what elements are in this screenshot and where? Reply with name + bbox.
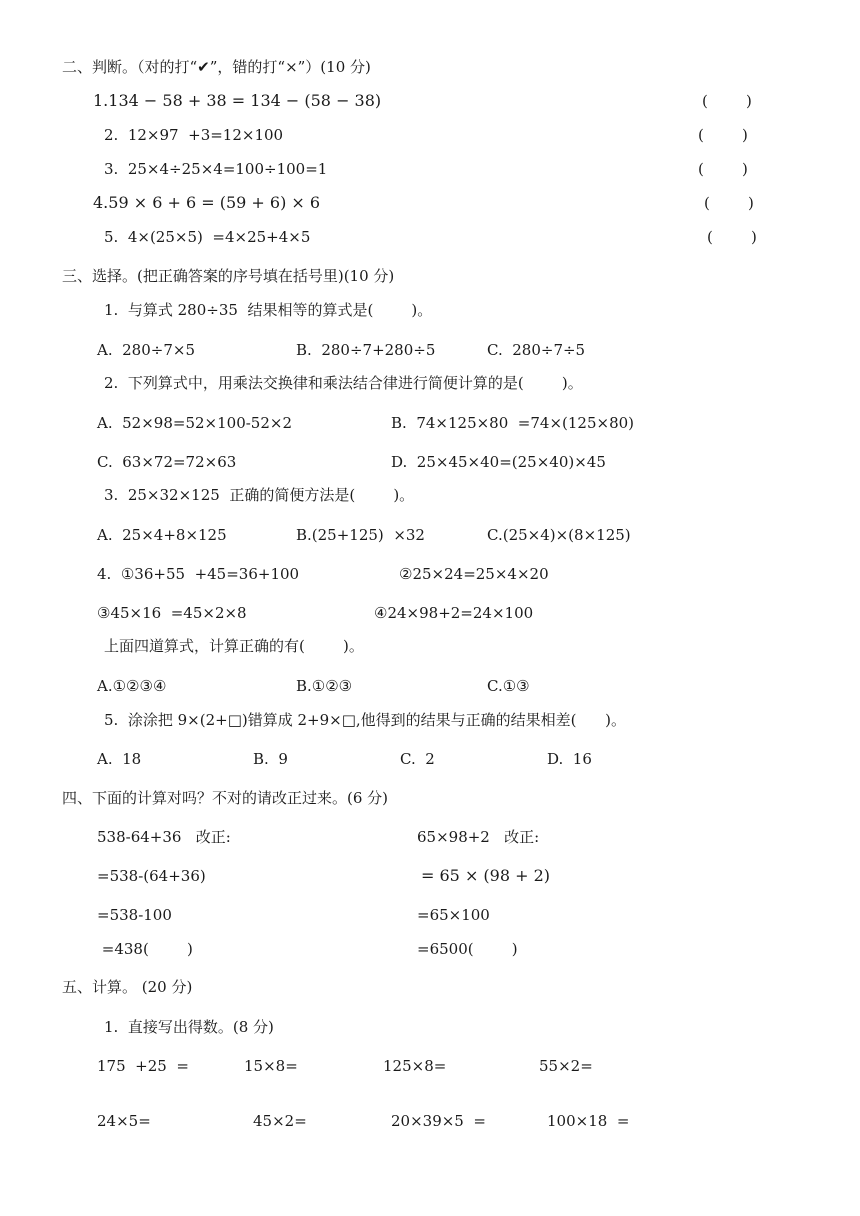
choice-q4-expr-1: 4. ①36+55 +45=36+100 (97, 565, 300, 583)
choice-q2-option-a: A. 52×98=52×100-52×2 (97, 414, 292, 432)
judge-item-3: 3. 25×4÷25×4=100÷100=1 (104, 160, 328, 178)
section-5-title: 五、计算。 (20 分) (62, 978, 193, 996)
correction-right-line-3: =65×100 (417, 906, 490, 924)
correction-left-line-1: 538-64+36 改正: (97, 828, 231, 846)
calc-row2-item-4: 100×18 = (547, 1112, 630, 1130)
judge-answer-3: ( ) (698, 160, 748, 178)
correction-right-line-1: 65×98+2 改正: (417, 828, 540, 846)
choice-q2-option-d: D. 25×45×40=(25×40)×45 (391, 453, 606, 471)
calc-row1-item-4: 55×2= (539, 1057, 593, 1075)
choice-q3-option-b: B.(25+125) ×32 (296, 526, 425, 544)
choice-q5-option-c: C. 2 (400, 750, 435, 768)
calc-row2-item-2: 45×2= (253, 1112, 307, 1130)
calc-row2-item-1: 24×5= (97, 1112, 151, 1130)
choice-q5-option-d: D. 16 (547, 750, 592, 768)
choice-q3-option-a: A. 25×4+8×125 (97, 526, 227, 544)
judge-item-5: 5. 4×(25×5) =4×25+4×5 (104, 228, 311, 246)
correction-right-line-4: =6500( ) (417, 940, 518, 958)
choice-q1-option-b: B. 280÷7+280÷5 (296, 341, 436, 359)
choice-q5-option-a: A. 18 (97, 750, 142, 768)
choice-q4-stem: 上面四道算式，计算正确的有( )。 (104, 637, 364, 655)
choice-q3-option-c: C.(25×4)×(8×125) (487, 526, 631, 544)
choice-q4-option-b: B.①②③ (296, 677, 353, 695)
choice-q4-expr-4: ④24×98+2=24×100 (374, 604, 534, 622)
calc-sub-title: 1. 直接写出得数。(8 分) (104, 1018, 274, 1036)
choice-q2-option-b: B. 74×125×80 =74×(125×80) (391, 414, 635, 432)
choice-q4-option-c: C.①③ (487, 677, 530, 695)
choice-q5-option-b: B. 9 (253, 750, 288, 768)
choice-q1-option-c: C. 280÷7÷5 (487, 341, 586, 359)
calc-row1-item-2: 15×8= (244, 1057, 298, 1075)
correction-left-line-4: =438( ) (97, 940, 193, 958)
judge-answer-5: ( ) (707, 228, 757, 246)
calc-row1-item-1: 175 +25 = (97, 1057, 189, 1075)
calc-row1-item-3: 125×8= (383, 1057, 447, 1075)
choice-q4-option-a: A.①②③④ (97, 677, 167, 695)
section-2-title: 二、判断。（对的打“✔”，错的打“×”）(10 分) (62, 58, 371, 76)
correction-right-line-2: = 65 × (98 + 2) (421, 866, 551, 885)
correction-left-line-2: =538-(64+36) (97, 867, 206, 885)
choice-q1-stem: 1. 与算式 280÷35 结果相等的算式是( )。 (104, 301, 433, 319)
correction-left-line-3: =538-100 (97, 906, 172, 924)
choice-q4-expr-3: ③45×16 =45×2×8 (97, 604, 247, 622)
calc-row2-item-3: 20×39×5 = (391, 1112, 486, 1130)
judge-item-2: 2. 12×97 +3=12×100 (104, 126, 284, 144)
choice-q4-expr-2: ②25×24=25×4×20 (399, 565, 549, 583)
judge-item-1: 1.134 − 58 + 38 = 134 − (58 − 38) (93, 91, 382, 110)
judge-answer-1: ( ) (702, 92, 752, 110)
judge-answer-4: ( ) (704, 194, 754, 212)
judge-answer-2: ( ) (698, 126, 748, 144)
judge-item-4: 4.59 × 6 + 6 = (59 + 6) × 6 (93, 193, 321, 212)
choice-q3-stem: 3. 25×32×125 正确的简便方法是( )。 (104, 486, 415, 504)
section-3-title: 三、选择。(把正确答案的序号填在括号里)(10 分) (62, 267, 395, 285)
choice-q1-option-a: A. 280÷7×5 (97, 341, 195, 359)
choice-q5-stem: 5. 涂涂把 9×(2+□)错算成 2+9×□,他得到的结果与正确的结果相差( )。 (104, 711, 626, 729)
section-4-title: 四、下面的计算对吗？不对的请改正过来。(6 分) (62, 789, 389, 807)
choice-q2-option-c: C. 63×72=72×63 (97, 453, 237, 471)
choice-q2-stem: 2. 下列算式中，用乘法交换律和乘法结合律进行简便计算的是( )。 (104, 374, 583, 392)
